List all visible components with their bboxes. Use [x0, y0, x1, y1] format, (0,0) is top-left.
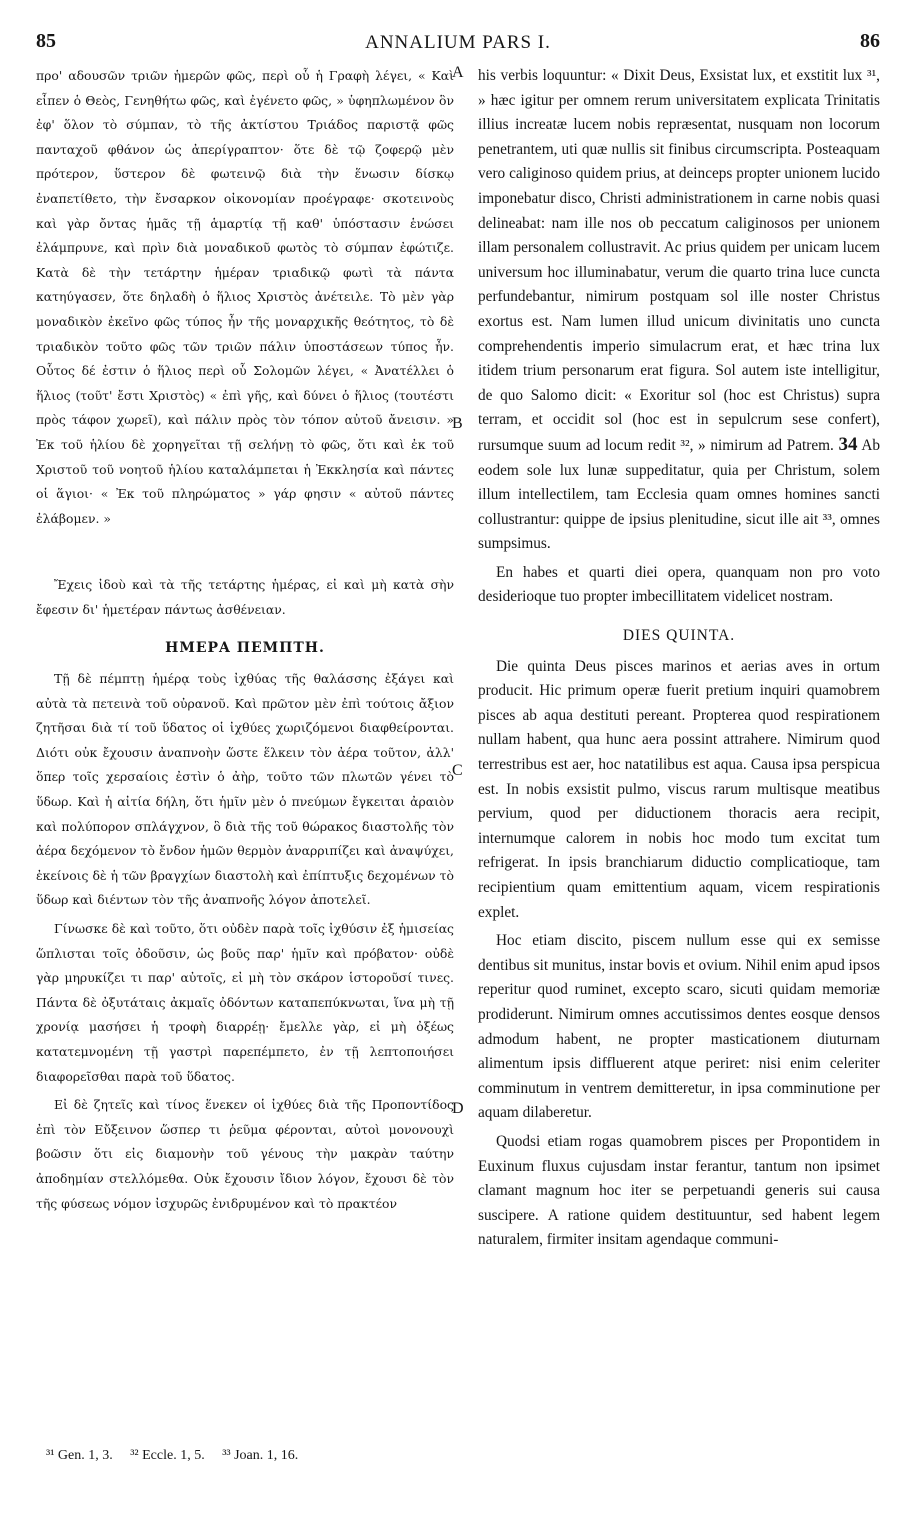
left-page-number: 85	[36, 30, 56, 52]
margin-letter-a: A	[452, 64, 464, 81]
latin-paragraph-3: Die quinta Deus pisces marinos et aerias aves in ortum producit. Hic primum operæ fuerit pretium inquiri quamobrem pisces ab aqua destituti pereant. Propterea quod respirationem nullam habent, qua hunc aera possint attrahere. Nimirum quod terrestribus est aer, hoc natatilibus est aqua. Causa ipsa perspicua est. In nobis exsistit pulmo, viscus rarum multisque meatibus pervium, quod per diductionem thoracis aera recipit, internumque calorem in nobis hoc modo tum excitat tum refrigerat. In ipsis branchiarum diductio complicatioque, tam recipientium quam emittentium aquam, vicem respirationis explet.	[478, 657, 880, 921]
greek-section-heading: ΗΜΕΡΑ ΠΕΜΠΤΗ.	[165, 640, 325, 657]
latin-paragraph-4: Hoc etiam discito, piscem nullum esse qui ex semisse dentibus sit munitus, instar bovis et ovium. Nihil enim apud ipsos reperitur quod ruminet, excepto scaro, sicuti quidam memoriæ prodiderunt. Nimirum omnes accutissimos dentes eosque densos admodum habent, ne propter masticationem diuturnam alimentum ipsis diffluerent atque periret: nisi enim celeriter comminutum in ventrem demitteretur, in ipsa comminutione per aquam dilaberetur.	[478, 932, 880, 1122]
latin-column	[478, 64, 880, 1253]
right-page-number: 86	[860, 30, 880, 52]
latin-paragraph-5: Quodsi etiam rogas quamobrem pisces per Propontidem in Euxinum fluxus cujusdam instar ferantur, tantum non ipsimet clamant magnum hoc iter se perpetuandi generis sui causa suscipere. A ratione quidem destituuntur, sed habent legem naturalem, firmiter insitam agendaque communi-	[478, 1132, 880, 1249]
greek-paragraph-4: Γίνωσκε δὲ καὶ τοῦτο, ὅτι οὐδὲν παρὰ τοῖς ἰχθύσιν ἐξ ἡμισείας ὥπλισται τοῖς ὀδοῦσιν, ὡς βοῦς παρ' ἡμῖν καὶ πρόβατον· οὐδὲ γὰρ μηρυκίζει τι παρ' αὐτοῖς, εἰ μὴ τὸν σκάρον ἱστοροῦσί τινες. Πάντα δὲ ὀξυτάταις ἀκμαῖς ὀδόντων καταπεπύκνωται, ἵνα μὴ τῇ χρονίᾳ μασήσει ἡ τροφὴ διαρρέῃ· ἔμελλε γὰρ, εἰ μὴ ὀξέως κατατεμνομένη τῇ γαστρὶ παρεπέμπετο, ἐν τῇ λεπτοποιήσει διαφορεῖσθαι παρὰ τοῦ ὕδατος.	[36, 921, 454, 1084]
section-number: 34	[838, 433, 858, 455]
margin-letter-d: D	[452, 1100, 464, 1117]
greek-paragraph-1: προ' αδουσῶν τριῶν ἡμερῶν φῶς, περὶ οὗ ἡ Γραφὴ λέγει, « Καὶ εἶπεν ὁ Θεὸς, Γενηθήτω φῶς, καὶ ἐγένετο φῶς, » ὑφηπλωμένον ὃν ἐφ' ὅλον τὸ σύμπαν, τὸ τῆς ἀκτίστου Τριάδος παριστᾷ φῶς πανταχοῦ φθάνον ὡς ἀπερίγραπτον· ὅτε δὲ τῷ ζοφερῷ μὲν πρότερον, ὕστερον δὲ φωτεινῷ διὰ τὴν ἕνωσιν δίσκῳ ἐναπετίθετο, τὴν ἔνσαρκον οἰκονομίαν προέγραφε· σκοτεινοὺς καὶ γὰρ ὄντας ἡμᾶς τῇ ἁμαρτίᾳ τῇ καθ' ὑπόστασιν ἑνώσει ἐλάμπρυνε, καὶ πρὶν διὰ μοναδικοῦ φωτὸς τὸ σύμπαν ἐφώτιζε. Κατὰ δὲ τὴν τετάρτην ἡμέραν τριαδικῷ φωτὶ τὰ πάντα κατηύγασεν, ὅτε δηλαδὴ ὁ ἥλιος Χριστὸς ἀνέτειλε. Τὸ μὲν γὰρ μοναδικὸν ἐκεῖνο φῶς τύπος ἦν τῆς μοναρχικῆς θεότητος, τὸ δὲ τριαδικὸν τοῦτο φῶς τῶν τριῶν πάλιν ὑποστάσεων τύπος ἦν. Οὗτος δέ ἐστιν ὁ ἥλιος περὶ οὗ Σολομῶν λέγει, « Ἀνατέλλει ὁ ἥλιος (τοῦτ' ἔστι Χριστὸς) « ἐπὶ γῆς, καὶ δύνει ὁ ἥλιος (τουτέστι πρὸς τάφον χωρεῖ), καὶ πάλιν πρὸς τὸν τόπον αὐτοῦ ἄνεισιν. » Ἐκ τοῦ ἡλίου δὲ χορηγεῖται τῇ σελήνῃ τὸ φῶς, ὅτι καὶ ἐκ τοῦ Χριστοῦ τοῦ νοητοῦ ἡλίου καταλάμπεται ἡ Ἐκκλησία καὶ πάντες οἱ ἅγιοι· « Ἐκ τοῦ πληρώματος » γάρ φησιν « αὐτοῦ πάντες ἐλάβομεν. »	[36, 68, 454, 526]
greek-paragraph-2: Ἔχεις ἰδοὺ καὶ τὰ τῆς τετάρτης ἡμέρας, εἰ καὶ μὴ κατὰ σὴν ἔφεσιν δι' ἡμετέραν πάντως ἀσθένειαν.	[36, 577, 454, 617]
latin-paragraph-1	[478, 64, 880, 557]
margin-letter-b: B	[452, 415, 463, 432]
latin-paragraph-2: En habes et quarti diei opera, quanquam non pro voto desiderioque tuo propter imbecillitatem videlicet nostram.	[478, 563, 880, 606]
footnote-33: ³³ Joan. 1, 16.	[222, 1448, 299, 1463]
running-title: ANNALIUM PARS I.	[365, 32, 551, 53]
greek-paragraph-5: Εἰ δὲ ζητεῖς καὶ τίνος ἕνεκεν οἱ ἰχθύες διὰ τῆς Προποντίδος ἐπὶ τὸν Εὔξεινον ὥσπερ τι ῥεῦμα φέρονται, αὐτοὶ μονονουχὶ βοῶσιν ὅτι εἰς διαμονὴν τοῦ γένους τὴν μακρὰν ταύτην ἀποδημίαν στελλόμεθα. Οὐκ ἔχουσιν ἴδιον λόγον, ἔχουσι δὲ τὸν τῆς φύσεως νόμον ἰσχυρῶς ἐνιδρυμένον καὶ τὸ πρακτέον	[36, 1097, 454, 1211]
latin-paragraph-1-end: Ab eodem sole lux lunæ suppeditatur, quia per Christum, solem illum intellectilem, tam Ecclesia quam omnes homines sancti collustrantur: quippe de ipsius plenitudine, sicut ille ait ³³, omnes sumpsimus.	[478, 436, 881, 553]
footnote-31: ³¹ Gen. 1, 3.	[46, 1448, 113, 1463]
running-head	[36, 30, 880, 56]
latin-section-heading: DIES QUINTA.	[622, 627, 736, 645]
greek-paragraph-3: Τῇ δὲ πέμπτῃ ἡμέρᾳ τοὺς ἰχθύας τῆς θαλάσσης ἐξάγει καὶ αὐτὰ τὰ πετεινὰ τοῦ οὐρανοῦ. Καὶ πρῶτον μὲν ἐπὶ τούτοις ἄξιον ζητῆσαι διὰ τί τοῦ ὕδατος οἱ ἰχθύες χωριζόμενοι διαφθείρονται. Διότι οὐκ ἔχουσιν ἀναπνοὴν ὥστε ἕλκειν τὸν ἀέρα τοῦτον, ἀλλ' ὅπερ τοῖς χερσαίοις ἐστὶν ὁ ἀὴρ, τοῦτο τῶν πλωτῶν γένει τὸ ὕδωρ. Καὶ ἡ αἰτία δήλη, ὅτι ἡμῖν μὲν ὁ πνεύμων ἔγκειται ἀραιὸν καὶ πολύπορον σπλάγχνον, ὃ διὰ τῆς τοῦ θώρακος διαστολῆς τὸν ἀέρα δεχόμενον τὸ ἔνδον ἡμῶν θερμὸν ἀναρριπίζει καὶ ἀναψύχει, ἐκείνοις δὲ ἡ τῶν βραγχίων διαστολὴ καὶ ἐπίπτυξις δεχομένων τὸ ὕδωρ καὶ διέντων τὸν τῆς ἀναπνοῆς λόγον ἀποτελεῖ.	[36, 671, 454, 908]
footnote-32: ³² Eccle. 1, 5.	[130, 1448, 205, 1463]
margin-letter-c: C	[452, 762, 463, 779]
footnotes	[46, 1448, 646, 1464]
greek-column	[36, 64, 454, 1216]
latin-paragraph-1-start: his verbis loquuntur: « Dixit Deus, Exsistat lux, et exstitit lux ³¹, » hæc igitur per omnem rerum universitatem explicata Trinitatis illius increatæ lucem nobis repræsentat, nusquam non locorum penetrantem, uti quæ nullis sit finibus circumscripta. Posteaquam vero caliginoso quidem prius, at deinceps propter unionem lucido imponebatur disco, Christi administrationem in carne nobis quasi delineabat: nam ille nos ob peccatum caliginosos per unionem illam personalem collustravit. Ac prius quidem per unicam lucem universum hoc illuminabatur, verum die quarto trina luce cuncta perfundebantur, nimirum postquam sol ille noster Christus exortus est. Nam lumen illud unicum divinitatis uno cuncta comprehendentis imperio simulacrum erat, et hæc trina lux itidem trium personarum erat figura. Sol autem iste intelligitur, de quo Salomo dicit: « Exoritur sol (hoc est Christus) supra terram, et occidit sol (hoc est in sepulcrum sese confert), rursumque suum ad locum redit ³², » nimirum ad Patrem.	[478, 67, 880, 454]
